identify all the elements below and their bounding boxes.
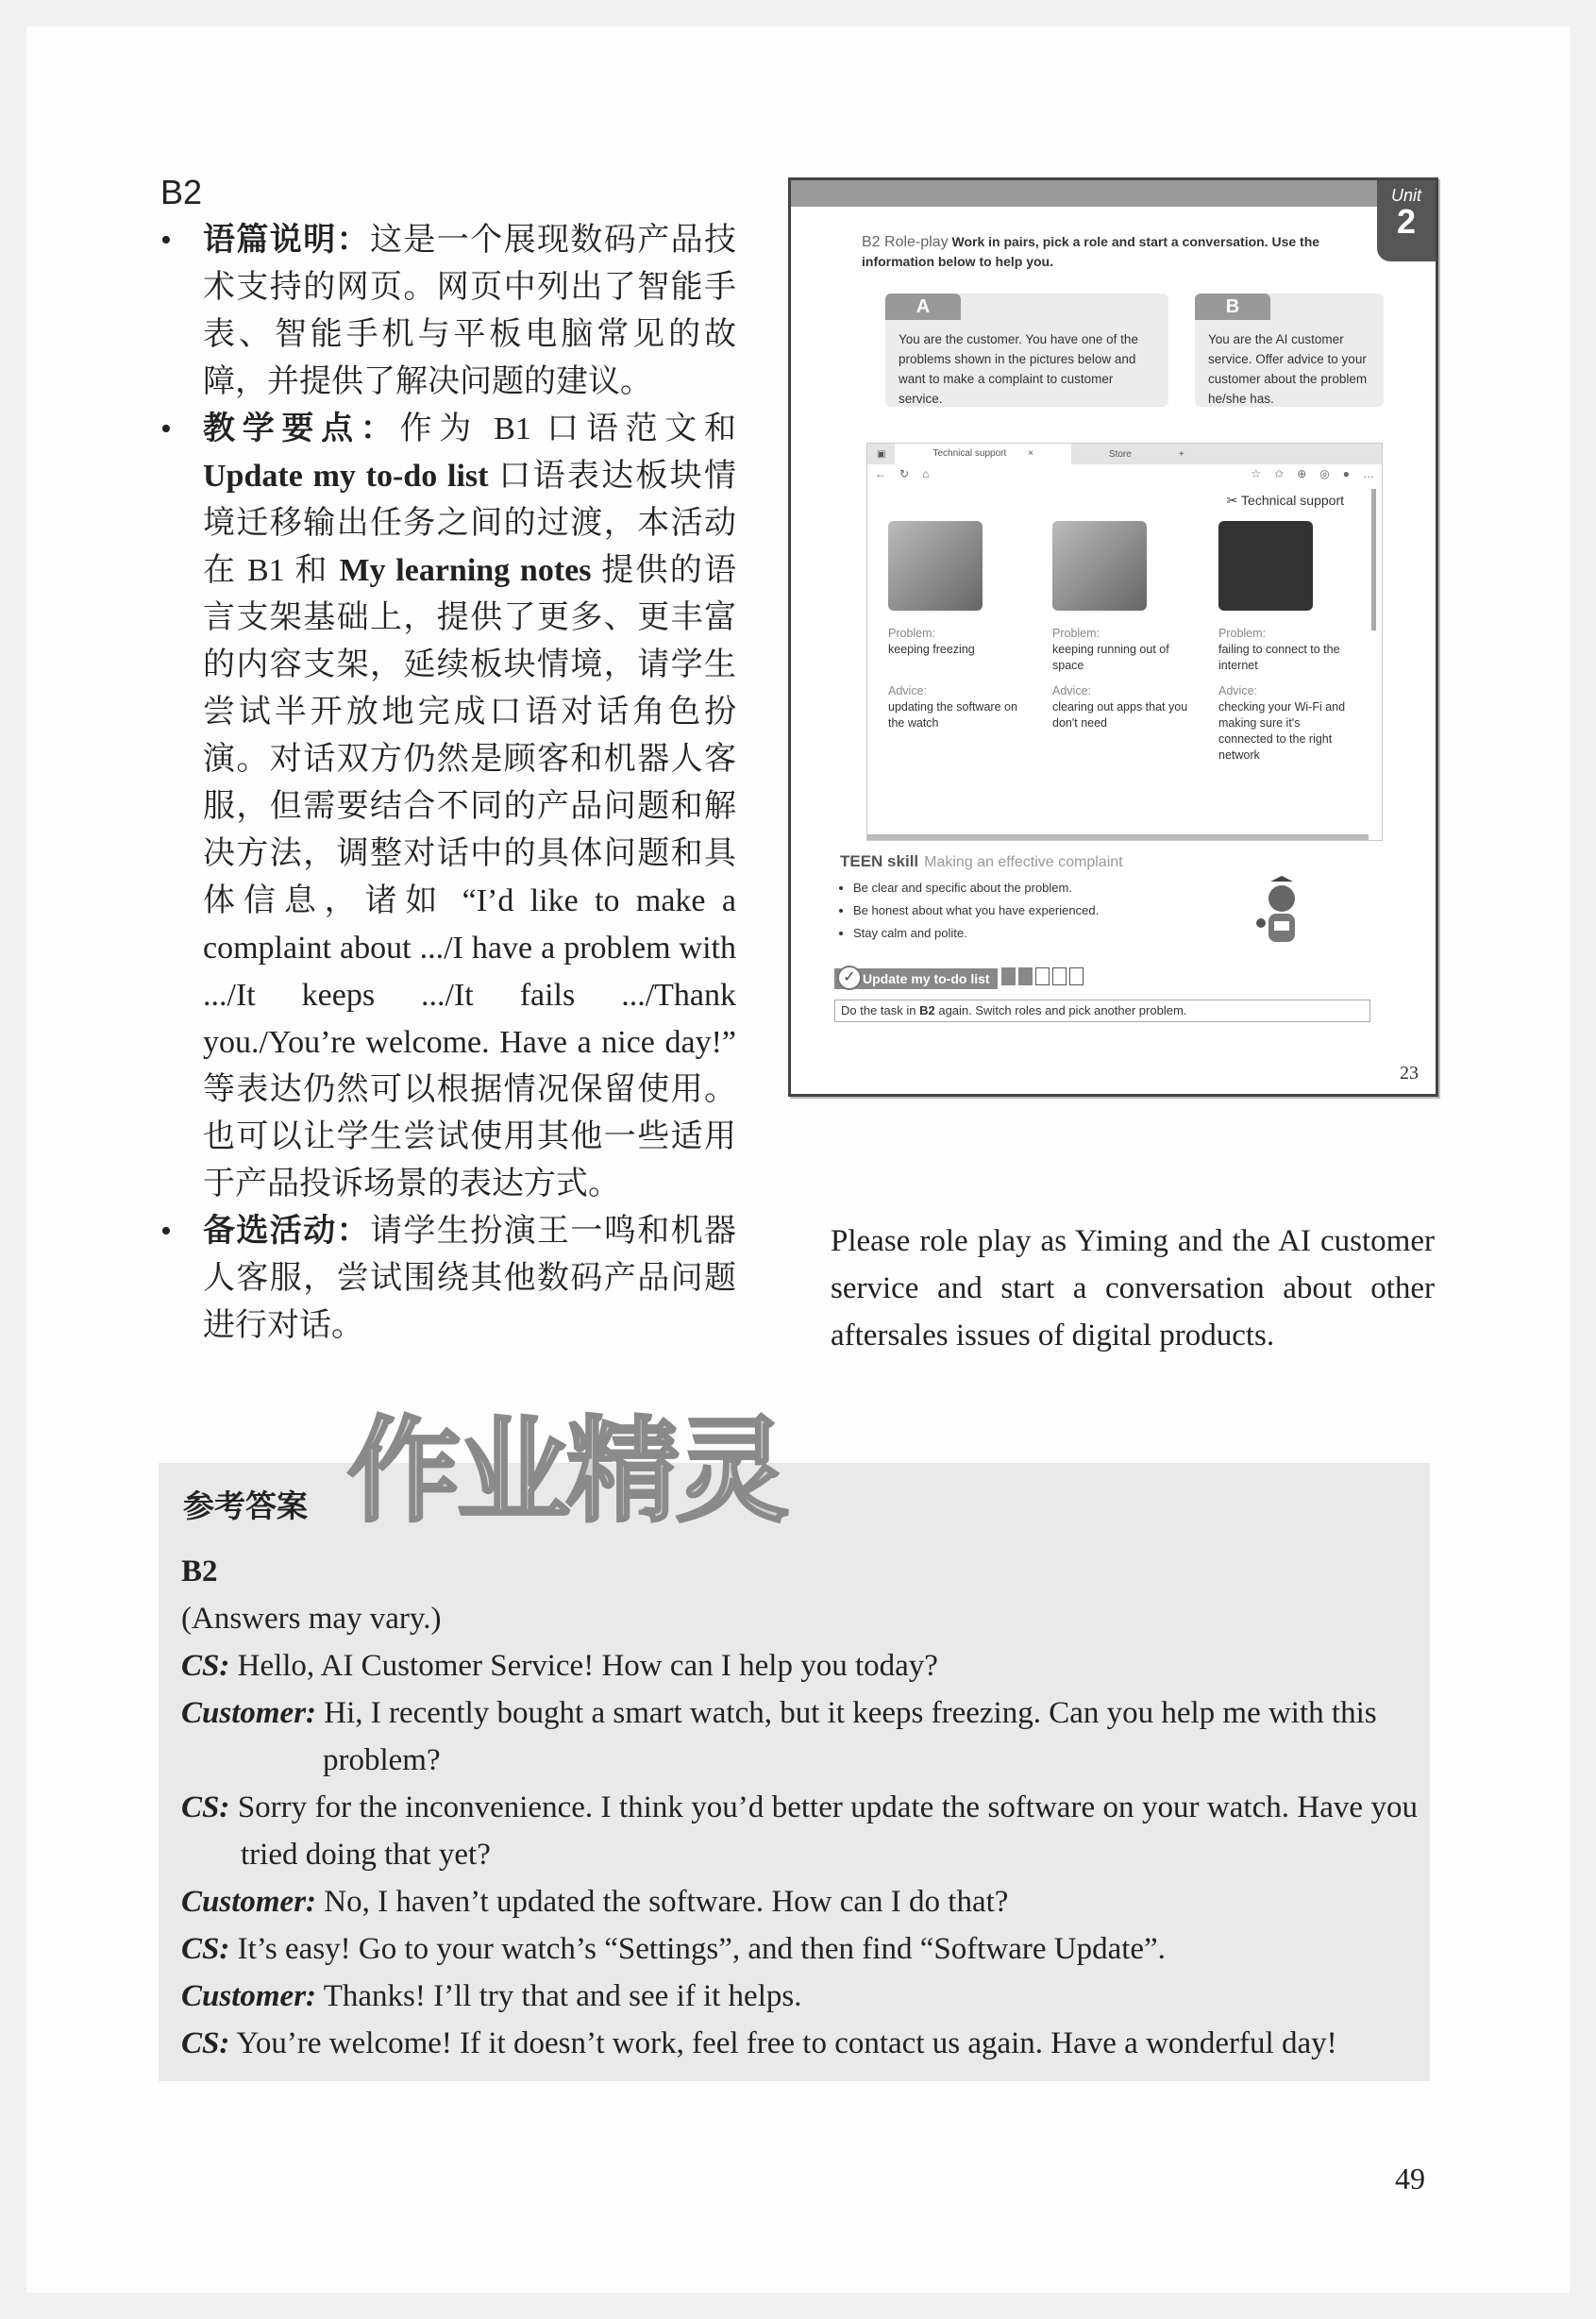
scrollbar bbox=[1371, 489, 1376, 630]
textbook-page-number: 23 bbox=[1400, 1063, 1419, 1084]
profile-icon: ● bbox=[1342, 467, 1350, 480]
speaker: Customer: bbox=[181, 1885, 317, 1919]
bullet-text: 提供的语言支架基础上，提供了更多、更丰富的内容支架，延续板块情境，请学生尝试半开放地完成口语对话角色扮演。对话双方仍然是顾客和机器人客服，但需要结合不同的产品问题和解决方法，调整对话中的具体问题和具体信息，诸如 “I’d like to make a complaint about .../I have a problem with .../It keeps .../It fails .../Thank you./You’re welcome. Have a nice day!” 等表达仍然可以根据情况保留使用。也可以让学生尝试使用其他一些适用于产品投诉场景的表达方式。 bbox=[203, 553, 736, 1202]
progress-square bbox=[1069, 967, 1084, 985]
utterance: Thanks! I’ll try that and see if it helps. bbox=[323, 1979, 802, 2013]
progress-square bbox=[1052, 967, 1067, 985]
speaker: CS: bbox=[181, 2026, 230, 2060]
lock-icon: ⌂ bbox=[922, 467, 930, 480]
close-icon: × bbox=[1028, 448, 1033, 459]
problem-label: Problem: bbox=[1218, 627, 1267, 640]
window-icon: ▣ bbox=[877, 448, 886, 460]
problem-card bbox=[888, 521, 1030, 731]
answer-lines bbox=[181, 1548, 1418, 2067]
bullet-text-description: • 语篇说明：这是一个展现数码产品技术支持的网页。网页中列出了智能手表、智能手机与平板电脑常见的故障，并提供了解决问题的建议。 bbox=[160, 223, 736, 399]
dialogue-line bbox=[181, 1784, 1418, 1878]
top-band bbox=[791, 180, 1436, 207]
advice-text: checking your Wi-Fi and making sure it's connected to the right network bbox=[1218, 700, 1346, 762]
refresh-icon: ↻ bbox=[899, 467, 910, 480]
problem-card bbox=[1052, 521, 1194, 731]
problem-text: failing to connect to the internet bbox=[1218, 643, 1340, 672]
bullet-bold-term: Update my to-do list bbox=[203, 459, 489, 494]
role-a-card bbox=[885, 294, 1168, 407]
utterance: No, I haven’t updated the software. How can I do that? bbox=[324, 1885, 1009, 1919]
bullet-bold-term: My learning notes bbox=[339, 553, 592, 588]
utterance: You’re welcome! If it doesn’t work, feel free to contact us again. Have a wonderful day! bbox=[236, 2026, 1337, 2060]
speaker: Customer: bbox=[181, 1979, 317, 2013]
task-heading bbox=[862, 232, 1352, 271]
star-icon: ☆ bbox=[1251, 467, 1262, 480]
tab-technical-support bbox=[895, 444, 1070, 464]
dialogue-line bbox=[181, 2020, 1418, 2067]
answer-box bbox=[159, 1406, 1430, 2081]
problem-card bbox=[1218, 521, 1351, 764]
bullet-teaching-points: • 教学要点：作为 B1 口语范文和 Update my to-do list 口语表达板块情境迁移输出任务之间的过渡，本活动在 B1 和 My learning notes 提供的语言支架基础上，提供了更多、更丰富的内容支架，延续板块情境，请学生尝试半开放地完成口语对话角色扮演。对话双方仍然是顾客和机器人客服，但需要结合不同的产品问题和解决方法，调整对话中的具体问题和具体信息，诸如 “I’d like to make a complaint about .../I have a problem with .../It keeps .../It fails .../Thank you./You’re welcome. Have a nice day!” 等表达仍然可以根据情况保留使用。也可以让学生尝试使用其他一些适用于产品投诉场景的表达方式。 bbox=[160, 412, 737, 1202]
advice-text: clearing out apps that you don't need bbox=[1052, 700, 1188, 730]
todo-task bbox=[834, 1000, 1370, 1022]
utterance: Hi, I recently bought a smart watch, but it keeps freezing. Can you help me with this problem? bbox=[323, 1696, 1377, 1777]
dialogue-line bbox=[181, 1689, 1418, 1784]
favorites-icon: ✩ bbox=[1274, 467, 1285, 480]
copilot-icon: ◎ bbox=[1319, 467, 1330, 480]
todo-label-text: Update my to-do list bbox=[863, 971, 990, 986]
horizontal-scrollbar bbox=[867, 834, 1369, 840]
watermark: 作业精灵 bbox=[347, 1406, 785, 1538]
bullet-text: 这是一个展现数码产品技术支持的网页。网页中列出了智能手表、智能手机与平板电脑常见的故障，并提供了解决问题的建议。 bbox=[203, 223, 736, 399]
bullet-optional-activity: • 备选活动：请学生扮演王一鸣和机器人客服，尝试围绕其他数码产品问题进行对话。 bbox=[160, 1214, 736, 1343]
bullet-label: 备选活动： bbox=[203, 1214, 370, 1249]
role-tag: B bbox=[1195, 294, 1270, 320]
bullet-label: 教学要点： bbox=[203, 412, 400, 446]
answer-section: B2 bbox=[181, 1554, 218, 1588]
page-title-text: Technical support bbox=[1241, 493, 1344, 508]
answer-note: (Answers may vary.) bbox=[181, 1602, 442, 1636]
tools-icon: ✂ bbox=[1226, 493, 1238, 508]
page-title bbox=[1227, 493, 1344, 509]
extensions-icon: ⊕ bbox=[1297, 467, 1307, 480]
dialogue-line bbox=[181, 1878, 1418, 1925]
bullet-text: 口语表达板块情境迁移输出任务之间的过渡，本活动在 B1 和 bbox=[203, 459, 737, 588]
phone-photo bbox=[1052, 521, 1147, 611]
advice-label: Advice: bbox=[888, 684, 927, 697]
role-text: You are the AI customer service. Offer advice to your customer about the problem he/she has. bbox=[1208, 332, 1368, 406]
browser-tabs bbox=[867, 444, 1382, 464]
teen-skill-title: Making an effective complaint bbox=[924, 854, 1123, 870]
dialogue-line bbox=[181, 1642, 1418, 1689]
speaker: CS: bbox=[181, 1932, 230, 1966]
progress-square bbox=[1001, 967, 1016, 985]
speaker: CS: bbox=[181, 1790, 230, 1824]
progress-squares bbox=[1001, 967, 1086, 990]
utterance: It’s easy! Go to your watch’s “Settings”, and then find “Software Update”. bbox=[237, 1932, 1166, 1966]
role-b-card bbox=[1195, 294, 1384, 407]
teen-skill-label: TEEN skill bbox=[840, 852, 919, 870]
role-tag: A bbox=[885, 294, 961, 320]
task-title: B2 Role-play bbox=[862, 234, 949, 250]
tab-store: Store bbox=[1108, 448, 1132, 460]
advice-label: Advice: bbox=[1218, 684, 1257, 697]
dialogue-line bbox=[181, 1925, 1418, 1973]
check-icon: ✓ bbox=[837, 966, 862, 990]
task-ref: B2 bbox=[919, 1003, 935, 1017]
bullet-label: 语篇说明： bbox=[203, 223, 370, 258]
tip: • Stay calm and polite. bbox=[853, 922, 1123, 945]
task-instruction: Work in pairs, pick a role and start a conversation. Use the information below to help you. bbox=[862, 234, 1320, 269]
utterance: Hello, AI Customer Service! How can I help you today? bbox=[237, 1649, 938, 1683]
advice-label: Advice: bbox=[1052, 684, 1091, 697]
problem-text: keeping running out of space bbox=[1052, 643, 1169, 672]
tablet-photo bbox=[1218, 521, 1313, 611]
back-icon: ← bbox=[875, 467, 886, 480]
problem-label: Problem: bbox=[888, 627, 936, 640]
tab-label: Technical support bbox=[932, 448, 1007, 459]
browser-mockup bbox=[866, 443, 1383, 841]
page-number: 49 bbox=[1395, 2161, 1425, 2195]
bullet-text: 请学生扮演王一鸣和机器人客服，尝试围绕其他数码产品问题进行对话。 bbox=[203, 1214, 736, 1343]
robot-mascot-icon bbox=[1253, 874, 1310, 949]
textbook-page-image bbox=[788, 177, 1438, 1097]
role-text: You are the customer. You have one of the problems shown in the pictures below and want to make a complaint to customer service. bbox=[899, 332, 1138, 406]
problem-text: keeping freezing bbox=[888, 643, 975, 656]
todo-label bbox=[834, 968, 998, 989]
problem-label: Problem: bbox=[1052, 627, 1100, 640]
tip: • Be honest about what you have experienced. bbox=[853, 899, 1123, 922]
new-tab-icon: + bbox=[1178, 448, 1184, 460]
teaching-notes bbox=[160, 172, 736, 1350]
smartwatch-photo bbox=[888, 521, 983, 611]
bullet-text: 作为 B1 口语范文和 bbox=[399, 412, 737, 446]
speaker: Customer: bbox=[181, 1696, 317, 1730]
dialogue-line bbox=[181, 1973, 1418, 2020]
utterance: Sorry for the inconvenience. I think you’d better update the software on your watch. Have you tried doing that yet? bbox=[237, 1790, 1418, 1872]
progress-square bbox=[1018, 967, 1033, 985]
tip: • Be clear and specific about the problem. bbox=[853, 877, 1123, 899]
teen-skill bbox=[840, 852, 1123, 945]
speaker: CS: bbox=[181, 1649, 230, 1683]
task-text: again. Switch roles and pick another problem. bbox=[934, 1003, 1187, 1017]
answer-title: 参考答案 bbox=[183, 1487, 308, 1524]
english-instruction: Please role play as Yiming and the AI customer service and start a conversation about other aftersales issues of digital products. bbox=[831, 1224, 1435, 1353]
progress-square bbox=[1035, 967, 1050, 985]
advice-text: updating the software on the watch bbox=[888, 700, 1017, 730]
unit-label: Unit bbox=[1390, 186, 1421, 205]
section-heading: B2 bbox=[160, 173, 203, 211]
unit-number: 2 bbox=[1396, 202, 1417, 241]
unit-tab bbox=[1377, 180, 1436, 261]
more-icon: … bbox=[1363, 467, 1374, 480]
browser-nav bbox=[867, 464, 1382, 483]
todo-progress bbox=[834, 967, 1086, 990]
task-text: Do the task in bbox=[841, 1003, 920, 1017]
